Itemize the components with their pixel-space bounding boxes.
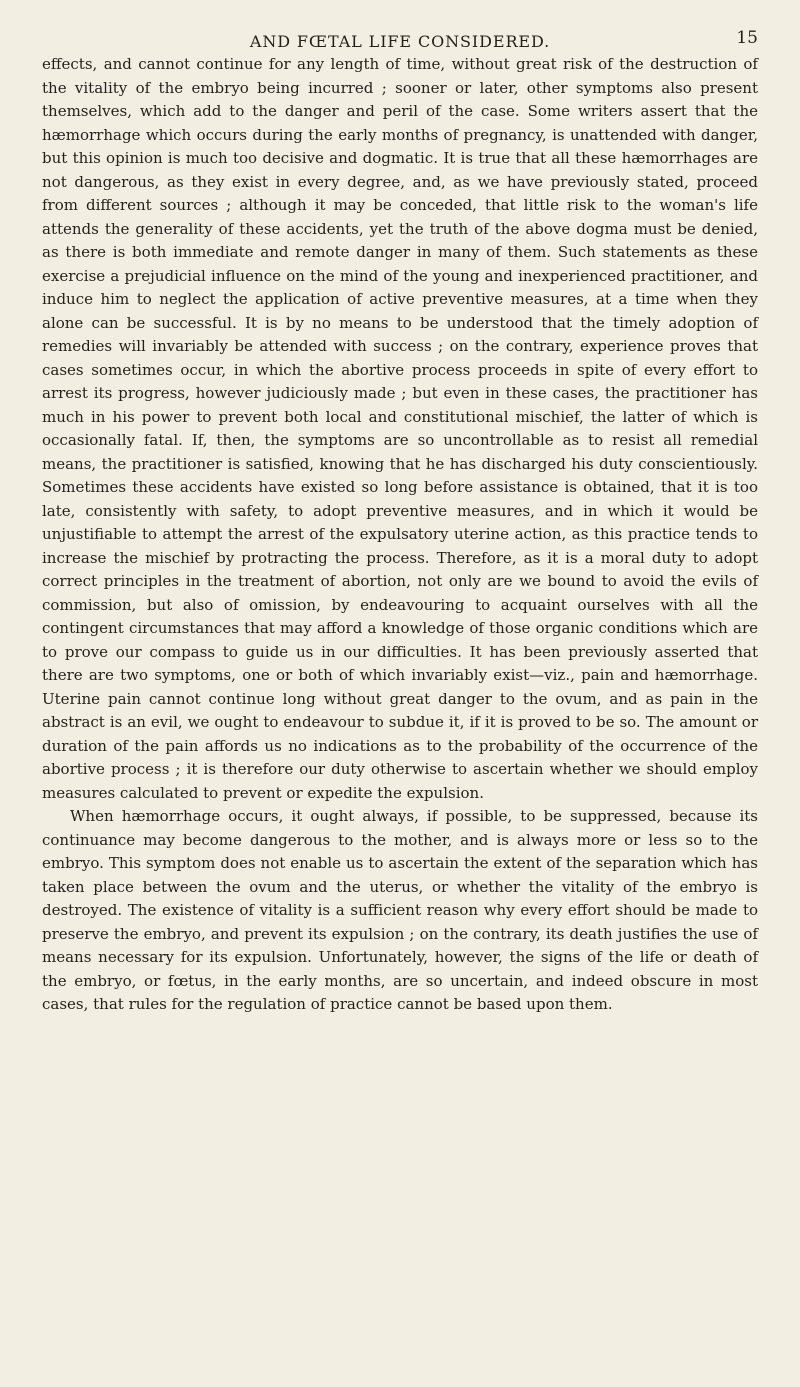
- body-text: [42, 53, 758, 1017]
- paragraph-1: effects, and cannot continue for any length of time, without great risk of the destruction of the vitality of the embryo being incurred ; sooner or later, other symptoms also present themselves, which add to the danger and peril of the case. Some writers assert that the hæmorrhage which occurs during the early months of pregnancy, is unattended with danger, but this opinion is much too decisive and dogmatic. It is true that all these hæmorrhages are not dangerous, as they exist in every degree, and, as we have previously stated, proceed from different sources ; although it may be conceded, that little risk to the woman's life attends the generality of these accidents, yet the truth of the above dogma must be denied, as there is both immediate and remote danger in many of them. Such statements as these exercise a prejudicial influence on the mind of the young and inexperienced practitioner, and induce him to neglect the application of active preventive measures, at a time when they alone can be successful. It is by no means to be understood that the timely adoption of remedies will invariably be attended with success ; on the contrary, experience proves that cases sometimes occur, in which the abortive process proceeds in spite of every effort to arrest its progress, however judiciously made ; but even in these cases, the practitioner has much in his power to prevent both local and constitutional mischief, the latter of which is occasionally fatal. If, then, the symptoms are so uncontrollable as to resist all remedial means, the practitioner is satisfied, knowing that he has discharged his duty conscientiously. Sometimes these accidents have existed so long before assistance is obtained, that it is too late, consistently with safety, to adopt preventive measures, and in which it would be unjustifiable to attempt the arrest of the expulsatory uterine action, as this practice tends to increase the mischief by protracting the process. Therefore, as it is a moral duty to adopt correct principles in the treatment of abortion, not only are we bound to avoid the evils of commission, but also of omission, by endeavouring to acquaint ourselves with all the contingent circumstances that may afford a knowledge of those organic conditions which are to prove our compass to guide us in our difficulties. It has been previously asserted that there are two symptoms, one or both of which invariably exist—viz., pain and hæmorrhage. Uterine pain cannot continue long without great danger to the ovum, and as pain in the abstract is an evil, we ought to endeavour to subdue it, if it is proved to be so. The amount or duration of the pain affords us no indications as to the probability of the occurrence of the abortive process ; it is therefore our duty otherwise to ascertain whether we should employ measures calculated to prevent or expedite the expulsion.: [42, 55, 758, 802]
- running-header: [42, 16, 758, 52]
- page-number: 15: [736, 28, 758, 48]
- running-title: AND FŒTAL LIFE CONSIDERED.: [249, 32, 551, 51]
- paragraph-2: When hæmorrhage occurs, it ought always, if possible, to be suppressed, because its continuance may become dangerous to the mother, and is always more or less so to the embryo. This symptom does not enable us to ascertain the extent of the separation which has taken place between the ovum and the uterus, or whether the vitality of the embryo is destroyed. The existence of vitality is a sufficient reason why every effort should be made to preserve the embryo, and prevent its expulsion ; on the contrary, its death justifies the use of means necessary for its expulsion. Unfortunately, however, the signs of the life or death of the embryo, or fœtus, in the early months, are so uncertain, and indeed obscure in most cases, that rules for the regulation of practice cannot be based upon them.: [42, 807, 758, 1013]
